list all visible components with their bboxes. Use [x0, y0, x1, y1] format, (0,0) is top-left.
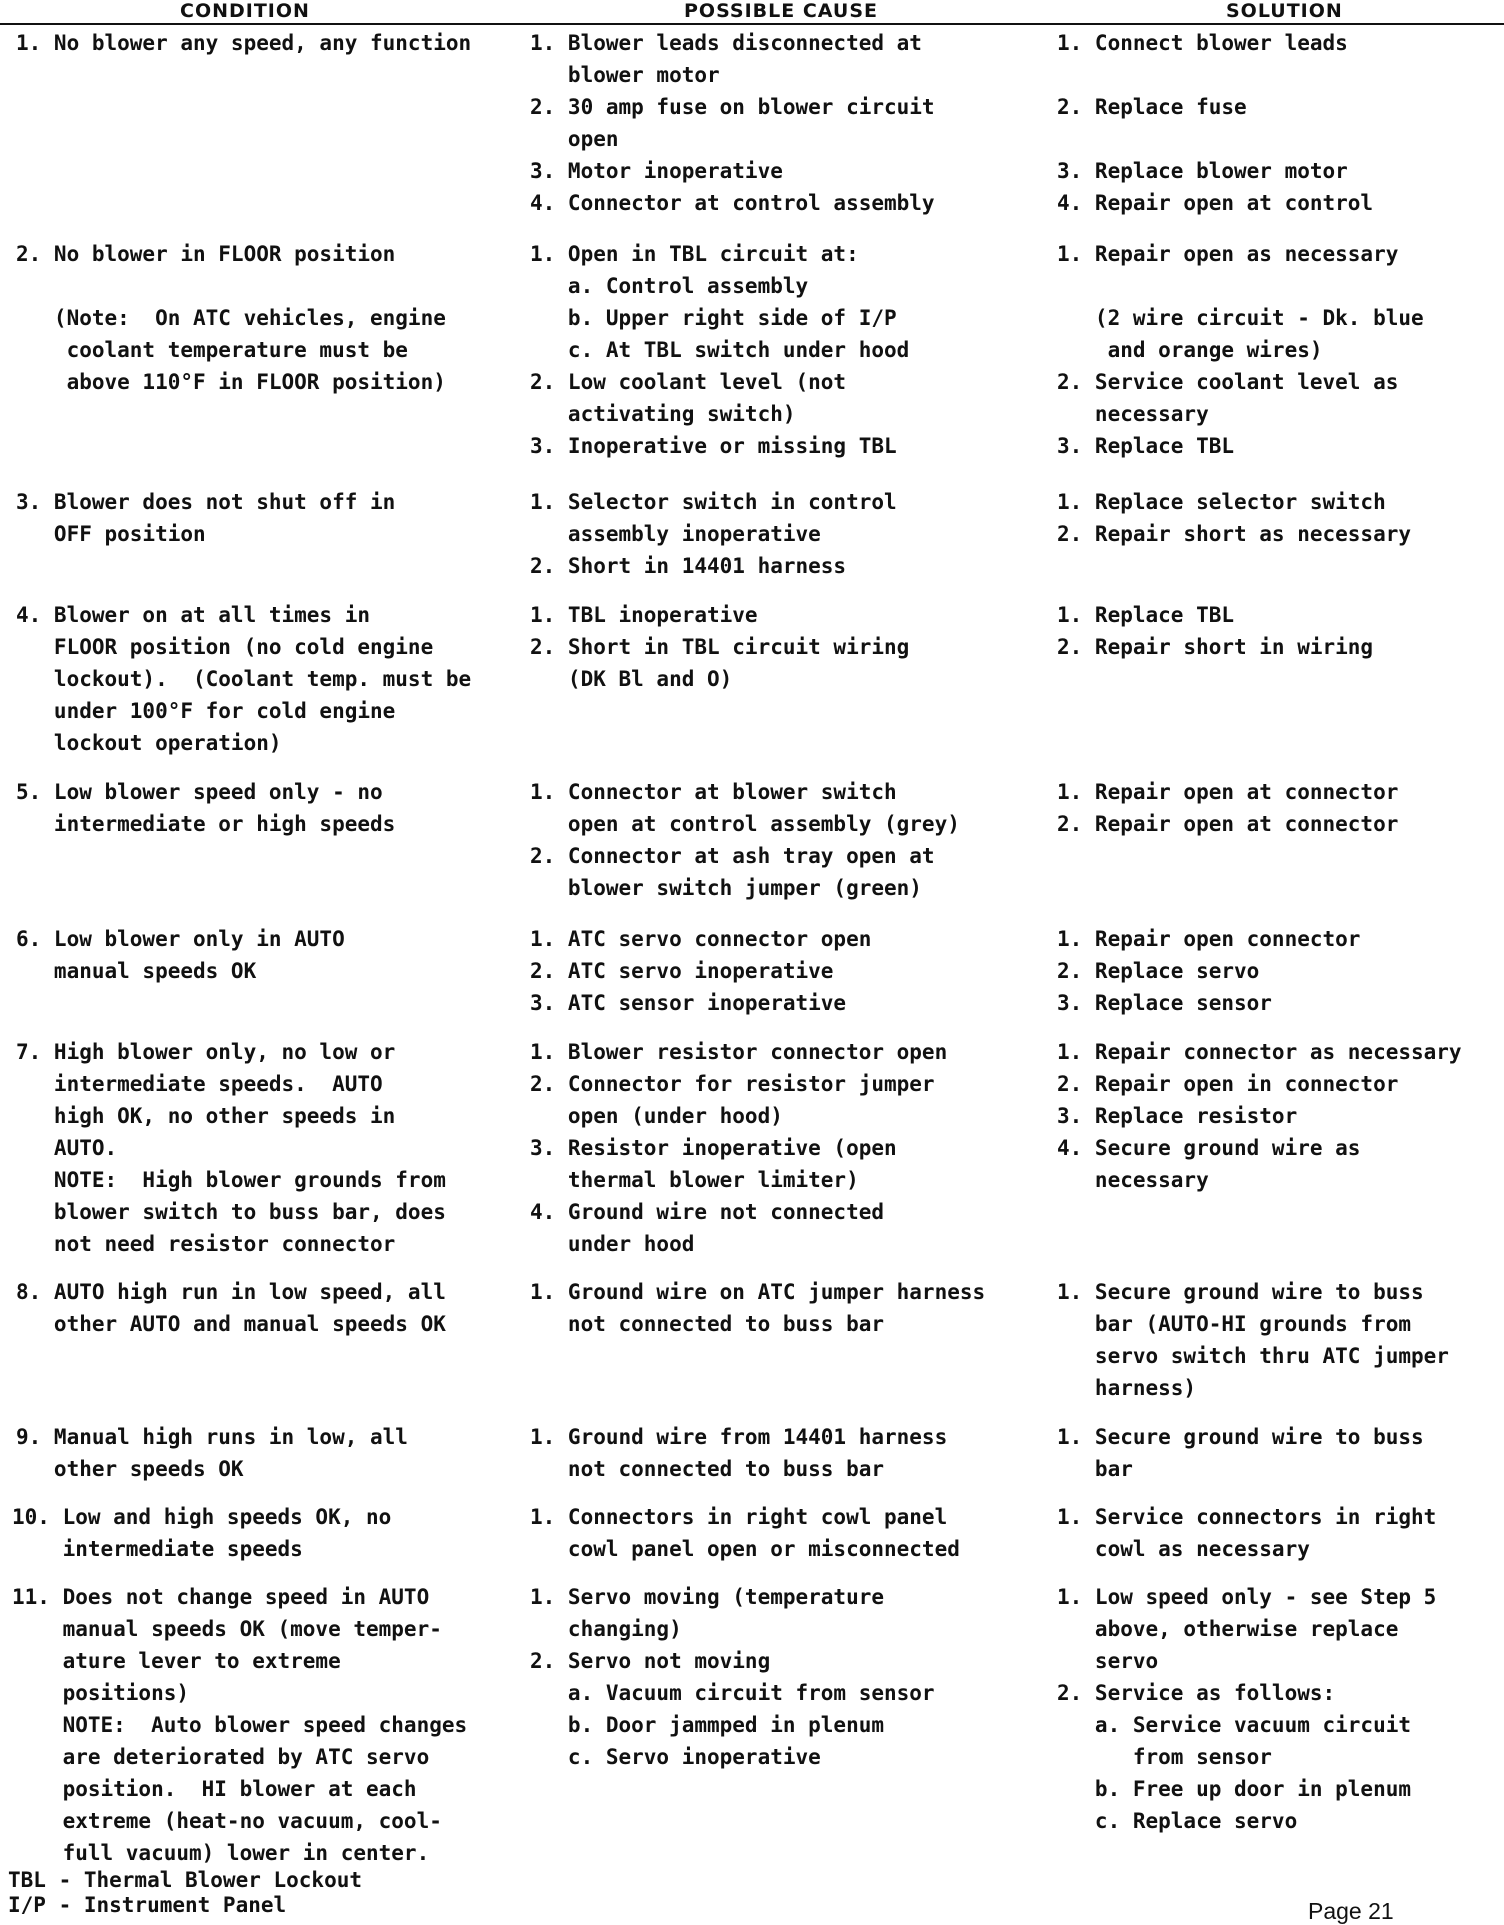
- row-10-solution: 1. Service connectors in right cowl as necessary: [1057, 1505, 1437, 1561]
- row-2-solution: 1. Repair open as necessary (2 wire circuit - Dk. blue and orange wires) 2. Service coolant level as necessary 3. Replace TBL: [1057, 242, 1424, 458]
- row-11-cause: 1. Servo moving (temperature changing) 2. Servo not moving a. Vacuum circuit from sensor b. Door jammped in plenum c. Servo inoperative: [530, 1585, 935, 1769]
- row-3-cause: 1. Selector switch in control assembly inoperative 2. Short in 14401 harness: [530, 490, 897, 578]
- row-1-solution: 1. Connect blower leads 2. Replace fuse 3. Replace blower motor 4. Repair open at control: [1057, 31, 1374, 215]
- row-4-cause: 1. TBL inoperative 2. Short in TBL circuit wiring (DK Bl and O): [530, 603, 910, 691]
- row-1-condition: 1. No blower any speed, any function: [16, 31, 472, 55]
- header-possible-cause: POSSIBLE CAUSE: [684, 0, 878, 22]
- row-11-condition: 11. Does not change speed in AUTO manual speeds OK (move temper- ature lever to extreme positions) NOTE: Auto blower speed changes are deteriorated by ATC servo position. HI blower at each extreme (heat-no vacuum, cool- full vacuum) lower in center.: [12, 1585, 468, 1865]
- row-4-solution: 1. Replace TBL 2. Repair short in wiring: [1057, 603, 1374, 659]
- row-5-cause: 1. Connector at blower switch open at control assembly (grey) 2. Connector at ash tray open at blower switch jumper (green): [530, 780, 960, 900]
- header-solution: SOLUTION: [1226, 0, 1343, 22]
- row-3-solution: 1. Replace selector switch 2. Repair short as necessary: [1057, 490, 1412, 546]
- row-8-condition: 8. AUTO high run in low speed, all other AUTO and manual speeds OK: [16, 1280, 446, 1336]
- row-5-condition: 5. Low blower speed only - no intermediate or high speeds: [16, 780, 396, 836]
- legend-tbl: TBL - Thermal Blower Lockout: [8, 1868, 363, 1892]
- row-10-condition: 10. Low and high speeds OK, no intermediate speeds: [12, 1505, 392, 1561]
- row-8-solution: 1. Secure ground wire to buss bar (AUTO-HI grounds from servo switch thru ATC jumper harness): [1057, 1280, 1449, 1400]
- row-6-cause: 1. ATC servo connector open 2. ATC servo inoperative 3. ATC sensor inoperative: [530, 927, 872, 1015]
- legend-ip: I/P - Instrument Panel: [8, 1893, 287, 1917]
- row-6-condition: 6. Low blower only in AUTO manual speeds OK: [16, 927, 345, 983]
- row-7-solution: 1. Repair connector as necessary 2. Repair open in connector 3. Replace resistor 4. Secure ground wire as necessary: [1057, 1040, 1462, 1192]
- row-9-condition: 9. Manual high runs in low, all other speeds OK: [16, 1425, 408, 1481]
- row-9-cause: 1. Ground wire from 14401 harness not connected to buss bar: [530, 1425, 948, 1481]
- row-6-solution: 1. Repair open connector 2. Replace servo 3. Replace sensor: [1057, 927, 1361, 1015]
- row-5-solution: 1. Repair open at connector 2. Repair open at connector: [1057, 780, 1399, 836]
- row-11-solution: 1. Low speed only - see Step 5 above, otherwise replace servo 2. Service as follows: a. Service vacuum circuit from sensor b. Free up door in plenum c. Replace servo: [1057, 1585, 1437, 1833]
- row-3-condition: 3. Blower does not shut off in OFF position: [16, 490, 396, 546]
- row-7-condition: 7. High blower only, no low or intermediate speeds. AUTO high OK, no other speeds in AUTO. NOTE: High blower grounds from blower switch to buss bar, does not need resistor connector: [16, 1040, 446, 1256]
- page-number: Page 21: [1308, 1898, 1394, 1924]
- row-2-cause: 1. Open in TBL circuit at: a. Control assembly b. Upper right side of I/P c. At TBL switch under hood 2. Low coolant level (not activating switch) 3. Inoperative or missing TBL: [530, 242, 910, 458]
- row-2-condition: 2. No blower in FLOOR position (Note: On ATC vehicles, engine coolant temperature must be above 110°F in FLOOR position): [16, 242, 446, 394]
- row-4-condition: 4. Blower on at all times in FLOOR position (no cold engine lockout). (Coolant temp. must be under 100°F for cold engine lockout operation): [16, 603, 472, 755]
- row-9-solution: 1. Secure ground wire to buss bar: [1057, 1425, 1424, 1481]
- header-condition: CONDITION: [180, 0, 310, 22]
- row-7-cause: 1. Blower resistor connector open 2. Connector for resistor jumper open (under hood) 3. Resistor inoperative (open thermal blower limiter) 4. Ground wire not connected under hood: [530, 1040, 948, 1256]
- row-8-cause: 1. Ground wire on ATC jumper harness not connected to buss bar: [530, 1280, 986, 1336]
- header-rule: [0, 23, 1504, 25]
- row-10-cause: 1. Connectors in right cowl panel cowl panel open or misconnected: [530, 1505, 960, 1561]
- row-1-cause: 1. Blower leads disconnected at blower motor 2. 30 amp fuse on blower circuit open 3. Motor inoperative 4. Connector at control assembly: [530, 31, 935, 215]
